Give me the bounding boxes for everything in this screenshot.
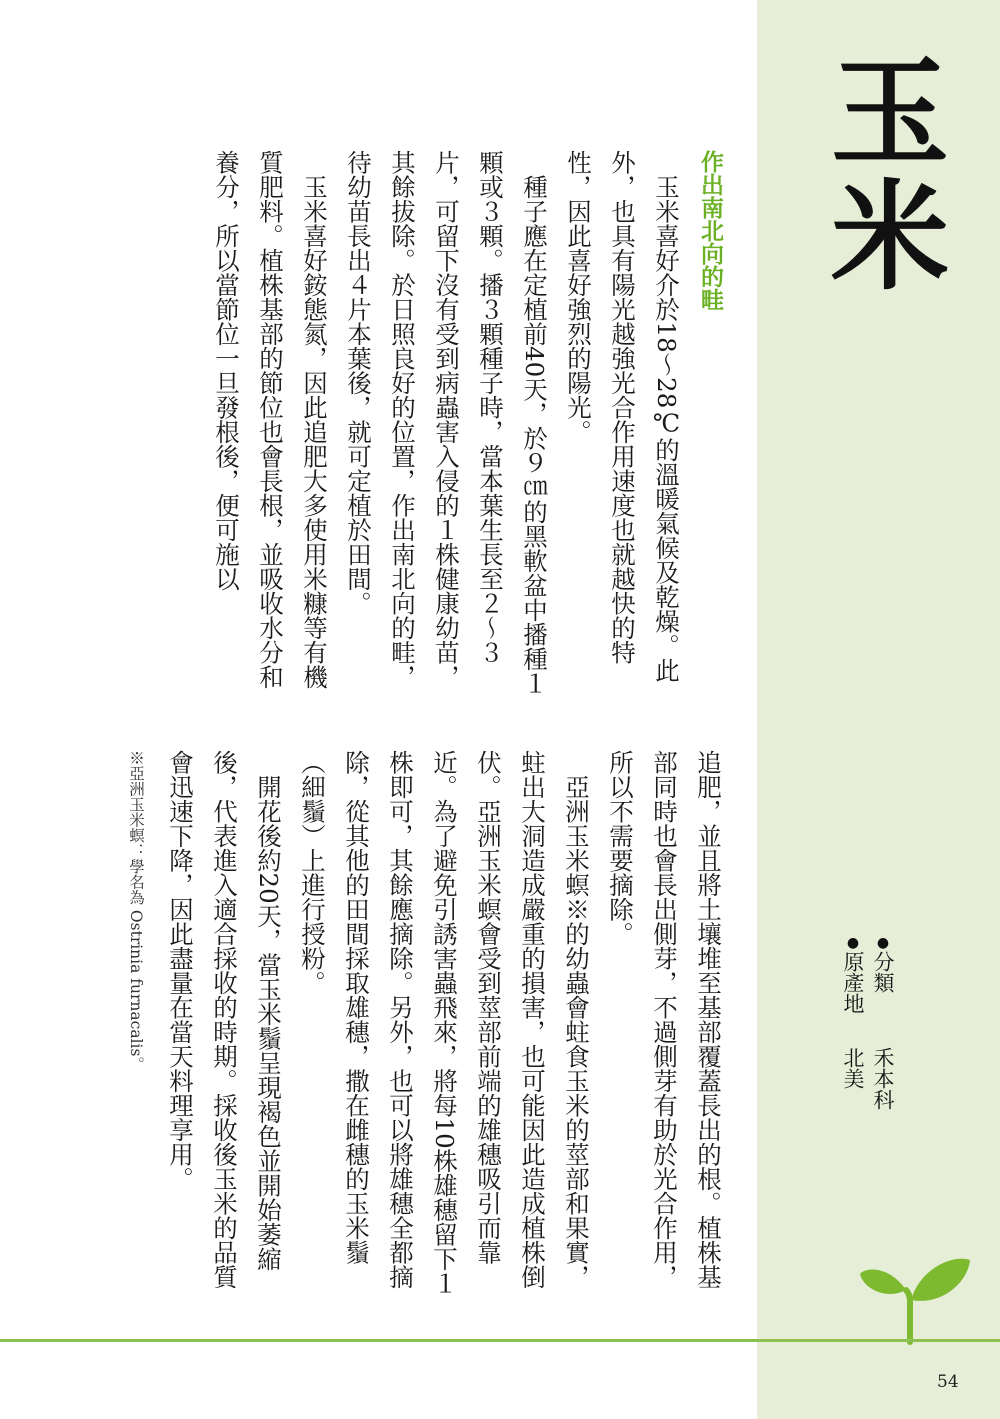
footnote: ※亞洲玉米螟：學名為 Ostrinia furnacalis。 (127, 750, 145, 1072)
section-heading: 作出南北向的畦 (697, 150, 723, 311)
origin-row (838, 935, 868, 1115)
paragraph: 玉米喜好介於18～28℃的溫暖氣候及乾燥。此外，也具有陽光越強光合作用速度也就越快的特性，因此喜好強烈的陽光。 (564, 150, 681, 683)
sprout-icon (858, 1250, 973, 1345)
page-number: 54 (937, 1372, 959, 1392)
paragraph: 亞洲玉米螟※的幼蟲會蛀食玉米的莖部和果實，蛀出大洞造成嚴重的損害，也可能因此造成植株倒伏。亞洲玉米螟會受到莖部前端的雄穗吸引而靠近。為了避免引誘害蟲飛來，將每10株雄穗留下１株即可，其餘應摘除。另外，也可以將雄穗全都摘除，從其他的田間採取雄穗，撒在雌穗的玉米鬚（細鬚）上進行授粉。 (298, 750, 591, 1296)
origin-value: 北美 (841, 1047, 865, 1089)
category-value: 禾本科 (871, 1047, 895, 1110)
bullet-icon: ● (845, 935, 861, 951)
category-row (868, 935, 898, 1115)
paragraph: 開花後約20天，當玉米鬚呈現褐色並開始萎縮後，代表進入適合採收的時期。採收後玉米的品質會迅速下降，因此盡量在當天料理享用。 (166, 750, 283, 1289)
origin-label: 原產地 (841, 951, 865, 1014)
paragraph: 玉米喜好銨態氮，因此追肥大多使用米糠等有機質肥料。植株基部的節位也會長根，並吸收水分和養分，所以當節位一旦發根後，便可施以 (212, 150, 329, 689)
bullet-icon: ● (875, 935, 891, 951)
plant-info (838, 935, 898, 1115)
category-label: 分類 (871, 951, 895, 993)
paragraph: 追肥，並且將土壤堆至基部覆蓋長出的根。植株基部同時也會長出側芽，不過側芽有助於光合作用，所以不需要摘除。 (606, 750, 723, 1289)
text-column-upper (92, 150, 732, 710)
page-title: 玉米 (811, 50, 949, 298)
ground-line (0, 1339, 1000, 1342)
text-column-lower (100, 750, 730, 1310)
paragraph: 種子應在定植前40天，於９㎝的黑軟盆中播種１顆或３顆。播３顆種子時，當本葉生長至２～３片，可留下沒有受到病蟲害入侵的１株健康幼苗，其餘拔除。於日照良好的位置，作出南北向的畦，待幼苗長出４片本葉後，就可定植於田間。 (344, 150, 549, 696)
